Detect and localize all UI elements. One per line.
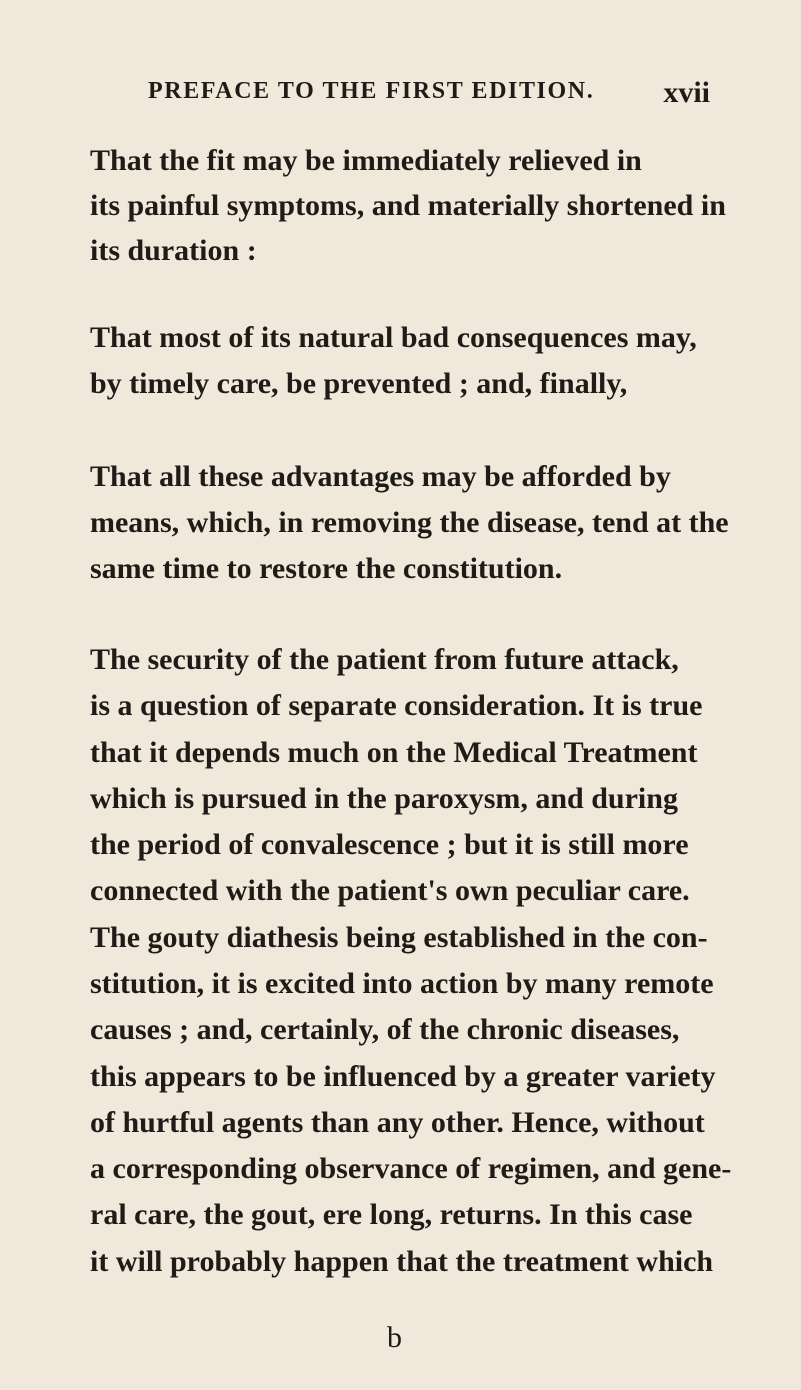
text-line: by timely care, be prevented ; and, finally, — [90, 367, 628, 400]
text-line: a corresponding observance of regimen, and gene- — [90, 1152, 732, 1185]
text-line: its painful symptoms, and materially shortened in — [90, 189, 726, 222]
text-line: it will probably happen that the treatment which — [90, 1245, 714, 1278]
text-line: which is pursued in the paroxysm, and during — [90, 782, 678, 815]
text-line: That the fit may be immediately relieved in — [90, 144, 642, 177]
text-line: is a question of separate consideration. It is true — [90, 689, 703, 722]
text-line: That most of its natural bad consequences may, — [90, 321, 697, 354]
text-line: connected with the patient's own peculiar care. — [90, 874, 690, 907]
text-line: of hurtful agents than any other. Hence, without — [90, 1106, 705, 1139]
page-number: xvii — [663, 76, 710, 109]
text-line: The gouty diathesis being established in the con- — [90, 921, 708, 954]
signature-mark: b — [387, 1321, 402, 1354]
text-line: same time to restore the constitution. — [90, 552, 563, 585]
text-line: that it depends much on the Medical Treatment — [90, 736, 698, 769]
running-title: PREFACE TO THE FIRST EDITION. — [148, 78, 595, 104]
text-line: ral care, the gout, ere long, returns. In this case — [90, 1198, 693, 1231]
text-line: this appears to be influenced by a greater variety — [90, 1060, 716, 1093]
running-head — [148, 78, 710, 118]
text-line: That all these advantages may be afforded by — [90, 460, 671, 493]
text-line: stitution, it is excited into action by many remote — [90, 967, 714, 1000]
text-line: its duration : — [90, 234, 257, 267]
text-line: the period of convalescence ; but it is still more — [90, 828, 689, 861]
text-line: means, which, in removing the disease, tend at the — [90, 506, 729, 539]
text-line: The security of the patient from future attack, — [90, 643, 679, 676]
text-line: causes ; and, certainly, of the chronic diseases, — [90, 1013, 680, 1046]
